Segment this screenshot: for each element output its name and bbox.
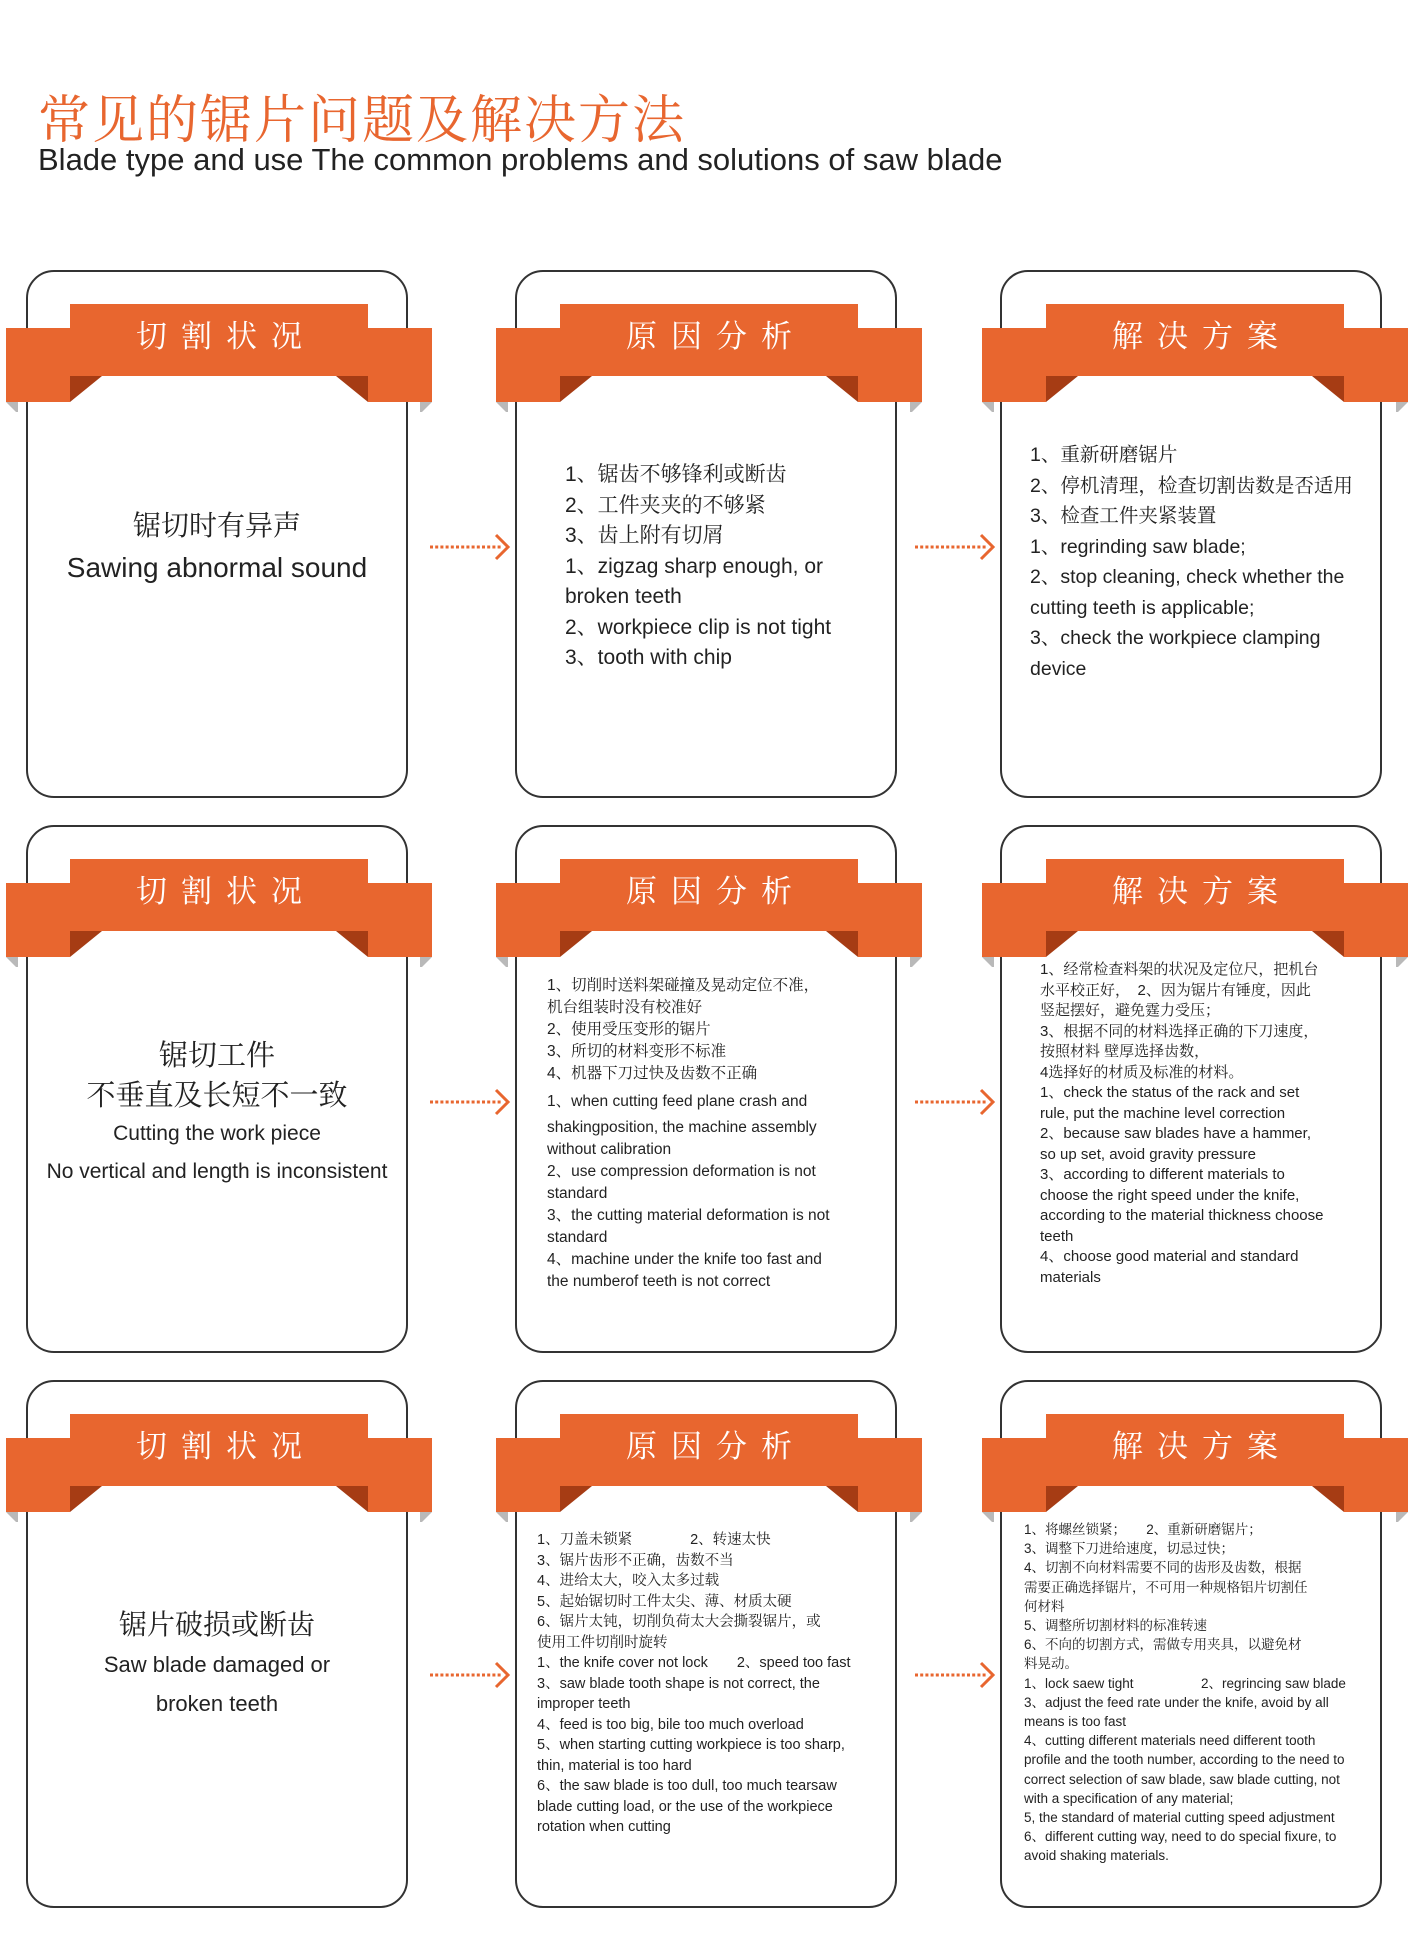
cause-ribbon xyxy=(496,298,922,412)
solution-line: avoid shaking materials. xyxy=(1024,1848,1169,1864)
condition-line: Sawing abnormal sound xyxy=(66,552,368,583)
condition-ribbon xyxy=(6,853,432,967)
solution-line: according to the material thickness choose xyxy=(1040,1207,1324,1224)
solution-line: with a specification of any material; xyxy=(1024,1790,1234,1806)
cause-line: standard xyxy=(547,1185,608,1202)
solution-line: 1、将螺丝锁紧； 2、重新研磨锯片； xyxy=(1024,1522,1262,1537)
condition-line: Saw blade damaged or xyxy=(103,1652,331,1677)
cause-header: 原因分析 xyxy=(626,319,806,355)
cause-line: 2、工件夹夹的不够紧 xyxy=(565,493,766,517)
condition-line: 锯切时有异声 xyxy=(132,509,301,542)
cause-line: 1、切削时送料架碰撞及晃动定位不准， xyxy=(547,977,820,994)
cause-line: 1、the knife cover not lock 2、speed too fast xyxy=(537,1655,851,1671)
condition-header: 切割状况 xyxy=(136,874,316,910)
cause-line: without calibration xyxy=(547,1141,672,1158)
cause-line: 5、when starting cutting workpiece is too sharp, xyxy=(537,1737,845,1753)
solution-text xyxy=(1024,1520,1360,1866)
solution-line: 3、检查工件夹紧装置 xyxy=(1030,505,1217,527)
solution-line: 1、check the status of the rack and set xyxy=(1040,1084,1300,1101)
solution-line: teeth xyxy=(1040,1227,1074,1245)
solution-line: 竖起摆好，避免霆力受压； xyxy=(1040,1002,1221,1019)
solution-line: 5, the standard of material cutting speed adjustment xyxy=(1024,1810,1335,1826)
solution-line: correct selection of saw blade, saw blade cutting, not xyxy=(1024,1771,1340,1787)
cause-line: 1、when cutting feed plane crash and xyxy=(547,1093,808,1110)
solution-line: 料晃动。 xyxy=(1024,1656,1078,1672)
solution-line: rule, put the machine level correction xyxy=(1040,1104,1286,1122)
condition-line: 锯片破损或断齿 xyxy=(118,1608,315,1641)
cause-line: improper teeth xyxy=(537,1696,631,1712)
solution-line: device xyxy=(1030,657,1087,680)
cause-line: 4、进给太大，咬入太多过载 xyxy=(537,1573,720,1589)
solution-line: 6、不向的切割方式，需做专用夹具，以避免材 xyxy=(1024,1637,1302,1653)
solution-ribbon xyxy=(982,853,1408,967)
solution-header: 解决方案 xyxy=(1112,319,1292,355)
cause-ribbon xyxy=(496,1408,922,1522)
solution-line: 4、choose good material and standard xyxy=(1040,1248,1299,1265)
solution-header: 解决方案 xyxy=(1112,874,1292,910)
condition-ribbon xyxy=(6,298,432,412)
cause-line: 1、zigzag sharp enough, or xyxy=(565,554,823,578)
condition-line: 不垂直及长短不一致 xyxy=(86,1078,348,1112)
solution-line: 1、regrinding saw blade; xyxy=(1030,535,1246,558)
flow-arrow-icon xyxy=(428,1087,512,1117)
cause-line: rotation when cutting xyxy=(537,1819,671,1835)
cause-line: 4、feed is too big, bile too much overload xyxy=(537,1716,804,1733)
solution-line: 1、重新研磨锯片 xyxy=(1030,444,1178,466)
cause-line: 1、刀盖未锁紧 2、转速太快 xyxy=(537,1532,771,1548)
condition-text xyxy=(26,505,408,589)
cause-line: the numberof teeth is not correct xyxy=(547,1273,771,1290)
cause-line: 4、machine under the knife too fast and xyxy=(547,1251,822,1268)
cause-line: blade cutting load, or the use of the workpiece xyxy=(537,1798,833,1815)
cause-line: 6、锯片太钝，切削负荷太大会撕裂锯片，或 xyxy=(537,1614,821,1630)
cause-header: 原因分析 xyxy=(626,874,806,910)
page-title-en: Blade type and use The common problems and solutions of saw blade xyxy=(38,142,1003,177)
solution-line: 1、经常检查料架的状况及定位尺，把机台 xyxy=(1040,961,1319,978)
cause-line: 4、机器下刀过快及齿数不正确 xyxy=(547,1065,758,1082)
cause-line: 2、workpiece clip is not tight xyxy=(565,615,832,639)
flow-arrow-icon xyxy=(913,1087,997,1117)
flow-arrow-icon xyxy=(913,532,997,562)
solution-line: materials xyxy=(1040,1268,1101,1286)
cause-line: 1、锯齿不够锋利或断齿 xyxy=(565,463,787,486)
cause-line: broken teeth xyxy=(565,585,682,608)
cause-text xyxy=(565,460,855,674)
solution-line: 何材料 xyxy=(1024,1598,1065,1614)
solution-line: means is too fast xyxy=(1024,1714,1127,1730)
solution-line: 3、according to different materials to xyxy=(1040,1166,1285,1183)
flow-arrow-icon xyxy=(428,1660,512,1690)
solution-line: choose the right speed under the knife, xyxy=(1040,1186,1300,1204)
cause-line: 3、所切的材料变形不标准 xyxy=(547,1043,727,1060)
cause-line: thin, material is too hard xyxy=(537,1757,692,1774)
condition-header: 切割状况 xyxy=(136,1429,316,1465)
flow-arrow-icon xyxy=(428,532,512,562)
solution-ribbon xyxy=(982,1408,1408,1522)
solution-line: 需要正确选择锯片，不可用一种规格铝片切割任 xyxy=(1024,1579,1308,1595)
cause-header: 原因分析 xyxy=(626,1429,806,1465)
solution-header: 解决方案 xyxy=(1112,1429,1292,1465)
cause-ribbon xyxy=(496,853,922,967)
condition-text xyxy=(26,1035,408,1191)
solution-line: 2、stop cleaning, check whether the xyxy=(1030,566,1345,588)
solution-line: 3、调整下刀进给速度，切忌过快； xyxy=(1024,1541,1235,1557)
solution-line: 1、lock saew tight 2、regrincing saw blade xyxy=(1024,1675,1346,1691)
cause-line: 5、起始锯切时工件太尖、薄、材质太硬 xyxy=(537,1593,792,1610)
solution-line: 3、根据不同的材料选择正确的下刀速度， xyxy=(1040,1022,1319,1040)
cause-line: 2、use compression deformation is not xyxy=(547,1163,816,1180)
cause-line: 3、齿上附有切屑 xyxy=(565,524,724,547)
solution-line: 6、different cutting way, need to do special fixure, to xyxy=(1024,1829,1337,1845)
cause-line: standard xyxy=(547,1229,608,1246)
cause-line: 3、tooth with chip xyxy=(565,646,732,669)
condition-line: No vertical and length is inconsistent xyxy=(46,1160,388,1183)
cause-line: 机台组装时没有校准好 xyxy=(547,999,703,1016)
solution-line: 4、cutting different materials need different tooth xyxy=(1024,1733,1316,1749)
solution-line: 2、because saw blades have a hammer, xyxy=(1040,1125,1311,1142)
cause-line: 2、使用受压变形的锯片 xyxy=(547,1021,711,1038)
solution-line: 5、调整所切割材料的标准转速 xyxy=(1024,1618,1208,1634)
cause-text xyxy=(537,1530,881,1838)
cause-line: 3、锯片齿形不正确，齿数不当 xyxy=(537,1552,734,1569)
solution-line: so up set, avoid gravity pressure xyxy=(1040,1145,1256,1163)
cause-line: 使用工件切削时旋转 xyxy=(537,1634,668,1651)
solution-line: 3、adjust the feed rate under the knife, avoid by all xyxy=(1024,1694,1329,1710)
cause-line: shakingposition, the machine assembly xyxy=(547,1119,817,1136)
cause-text xyxy=(547,975,865,1293)
solution-line: 4、切割不向材料需要不同的齿形及齿数，根据 xyxy=(1024,1560,1302,1576)
solution-line: 3、check the workpiece clamping xyxy=(1030,627,1321,649)
condition-line: broken teeth xyxy=(155,1691,279,1716)
cause-line: 6、the saw blade is too dull, too much tearsaw xyxy=(537,1778,837,1794)
solution-ribbon xyxy=(982,298,1408,412)
solution-line: 按照材料 壁厚选择齿数， xyxy=(1040,1043,1210,1060)
solution-text xyxy=(1030,440,1360,684)
condition-text xyxy=(26,1605,408,1723)
solution-line: 4选择好的材质及标准的材料。 xyxy=(1040,1063,1244,1081)
condition-line: Cutting the work piece xyxy=(113,1122,321,1145)
condition-ribbon xyxy=(6,1408,432,1522)
condition-header: 切割状况 xyxy=(136,319,316,355)
solution-text xyxy=(1040,960,1360,1288)
condition-line: 锯切工件 xyxy=(158,1038,275,1072)
flow-arrow-icon xyxy=(913,1660,997,1690)
solution-line: profile and the tooth number, according to the need to xyxy=(1024,1752,1345,1768)
solution-line: 水平校正好， 2、因为锯片有锤度，因此 xyxy=(1040,981,1311,999)
page-title-cn: 常见的锯片问题及解决方法 xyxy=(38,91,687,151)
cause-line: 3、the cutting material deformation is not xyxy=(547,1207,830,1224)
cause-line: 3、saw blade tooth shape is not correct, the xyxy=(537,1675,820,1692)
solution-line: 2、停机清理，检查切割齿数是否适用 xyxy=(1030,474,1353,497)
solution-line: cutting teeth is applicable; xyxy=(1030,596,1255,619)
